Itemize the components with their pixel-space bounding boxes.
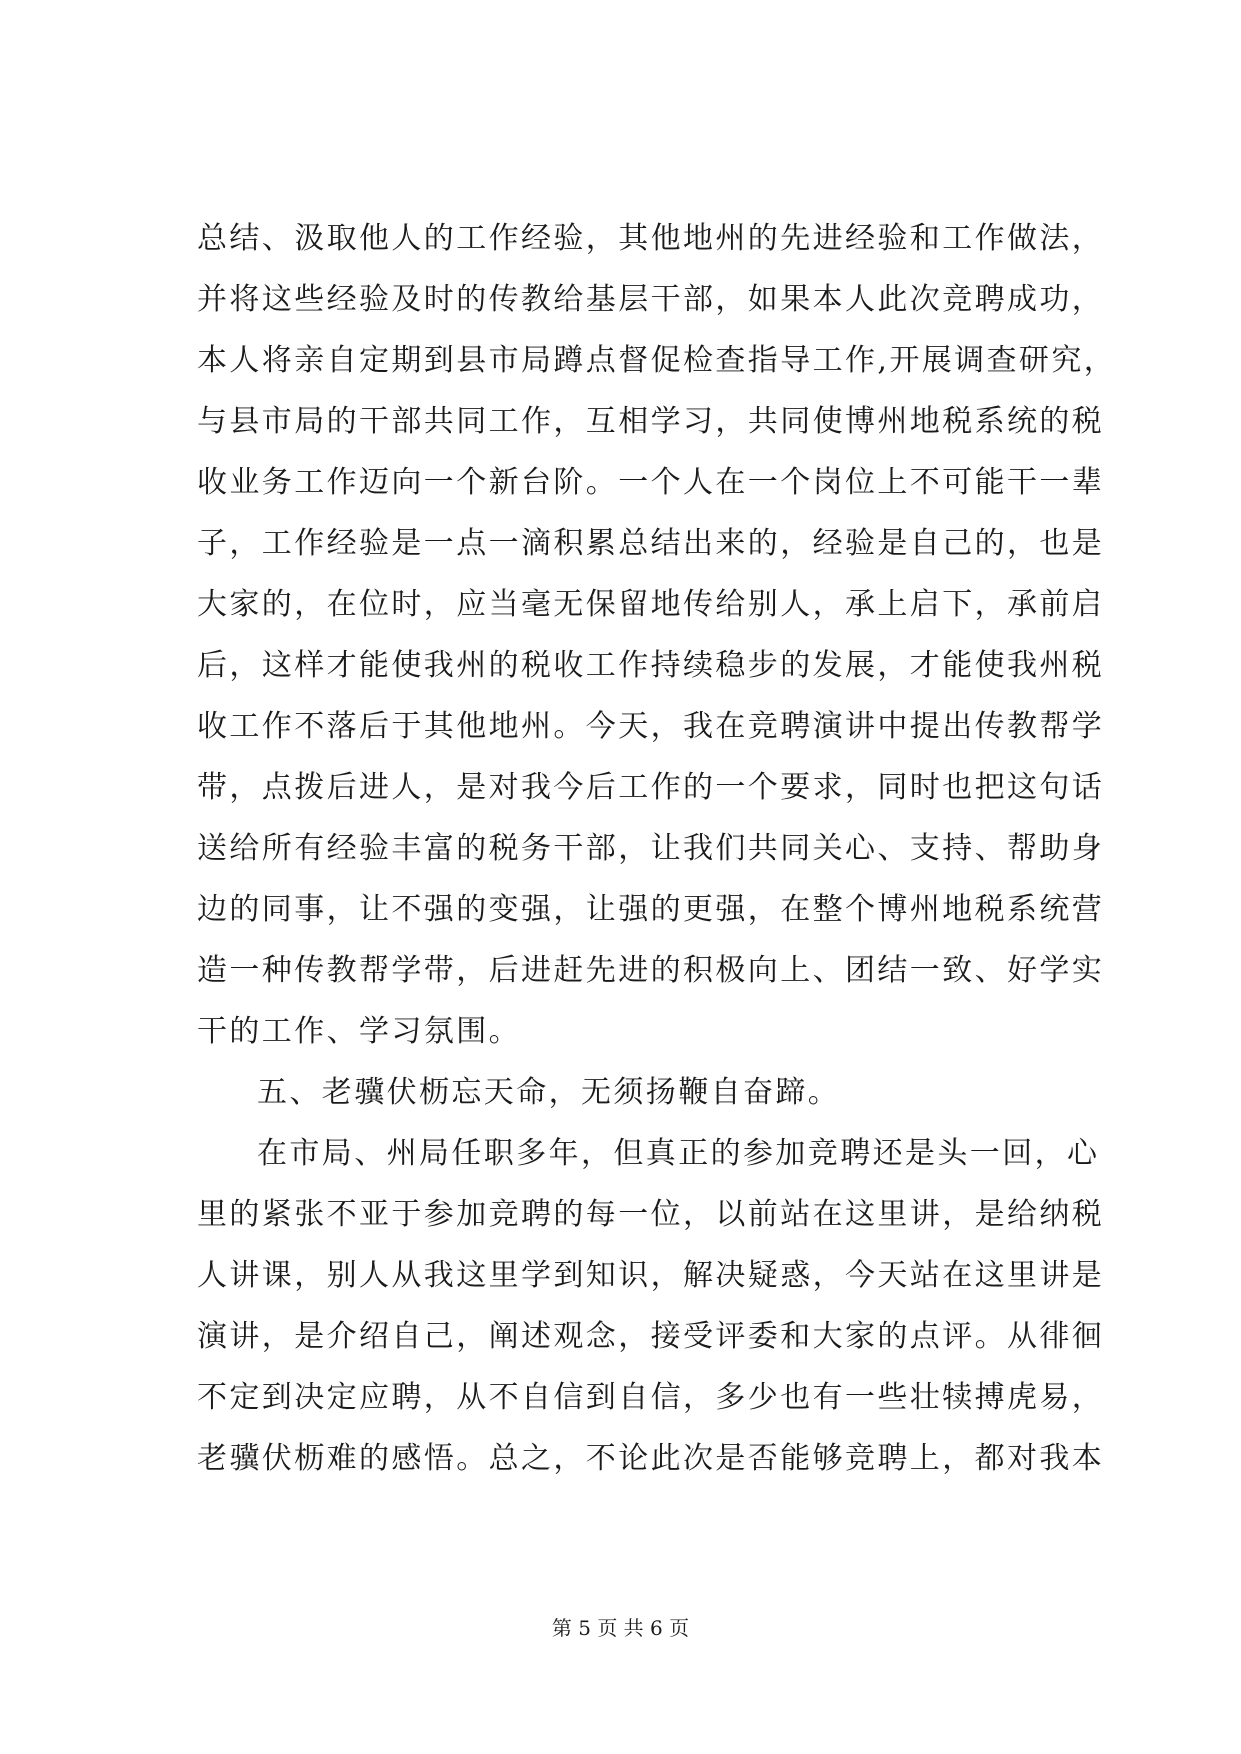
text-line: 造一种传教帮学带，后进赶先进的积极向上、团结一致、好学实 — [197, 953, 1105, 988]
text-line: 总结、汲取他人的工作经验，其他地州的先进经验和工作做法， — [197, 221, 1105, 256]
text-line: 大家的，在位时，应当毫无保留地传给别人，承上启下，承前启 — [197, 587, 1105, 622]
text-line: 后，这样才能使我州的税收工作持续稳步的发展，才能使我州税 — [197, 648, 1105, 683]
paragraph-first-line: 在市局、州局任职多年，但真正的参加竞聘还是头一回，心 — [257, 1136, 1100, 1171]
text-line: 干的工作、学习氛围。 — [197, 1014, 521, 1049]
text-line: 里的紧张不亚于参加竞聘的每一位，以前站在这里讲，是给纳税 — [197, 1197, 1105, 1232]
text-line: 边的同事，让不强的变强，让强的更强，在整个博州地税系统营 — [197, 892, 1105, 927]
text-line: 老骥伏枥难的感悟。总之，不论此次是否能够竞聘上，都对我本 — [197, 1441, 1105, 1476]
text-line: 人讲课，别人从我这里学到知识，解决疑惑，今天站在这里讲是 — [197, 1258, 1105, 1293]
text-line: 收业务工作迈向一个新台阶。一个人在一个岗位上不可能干一辈 — [197, 465, 1105, 500]
text-line: 不定到决定应聘，从不自信到自信，多少也有一些壮犊搏虎易， — [197, 1380, 1105, 1415]
text-line: 并将这些经验及时的传教给基层干部，如果本人此次竞聘成功， — [197, 282, 1105, 317]
text-line: 收工作不落后于其他地州。今天，我在竞聘演讲中提出传教帮学 — [197, 709, 1105, 744]
section-heading: 五、老骥伏枥忘天命，无须扬鞭自奋蹄。 — [257, 1075, 841, 1110]
text-line: 送给所有经验丰富的税务干部，让我们共同关心、支持、帮助身 — [197, 831, 1105, 866]
text-line: 与县市局的干部共同工作，互相学习，共同使博州地税系统的税 — [197, 404, 1105, 439]
text-line: 演讲，是介绍自己，阐述观念，接受评委和大家的点评。从徘徊 — [197, 1319, 1105, 1354]
text-line: 本人将亲自定期到县市局蹲点督促检查指导工作,开展调查研究， — [197, 343, 1117, 378]
text-line: 子，工作经验是一点一滴积累总结出来的，经验是自己的，也是 — [197, 526, 1105, 561]
page-number-footer: 第 5 页 共 6 页 — [551, 1616, 690, 1640]
text-line: 带，点拨后进人，是对我今后工作的一个要求，同时也把这句话 — [197, 770, 1105, 805]
